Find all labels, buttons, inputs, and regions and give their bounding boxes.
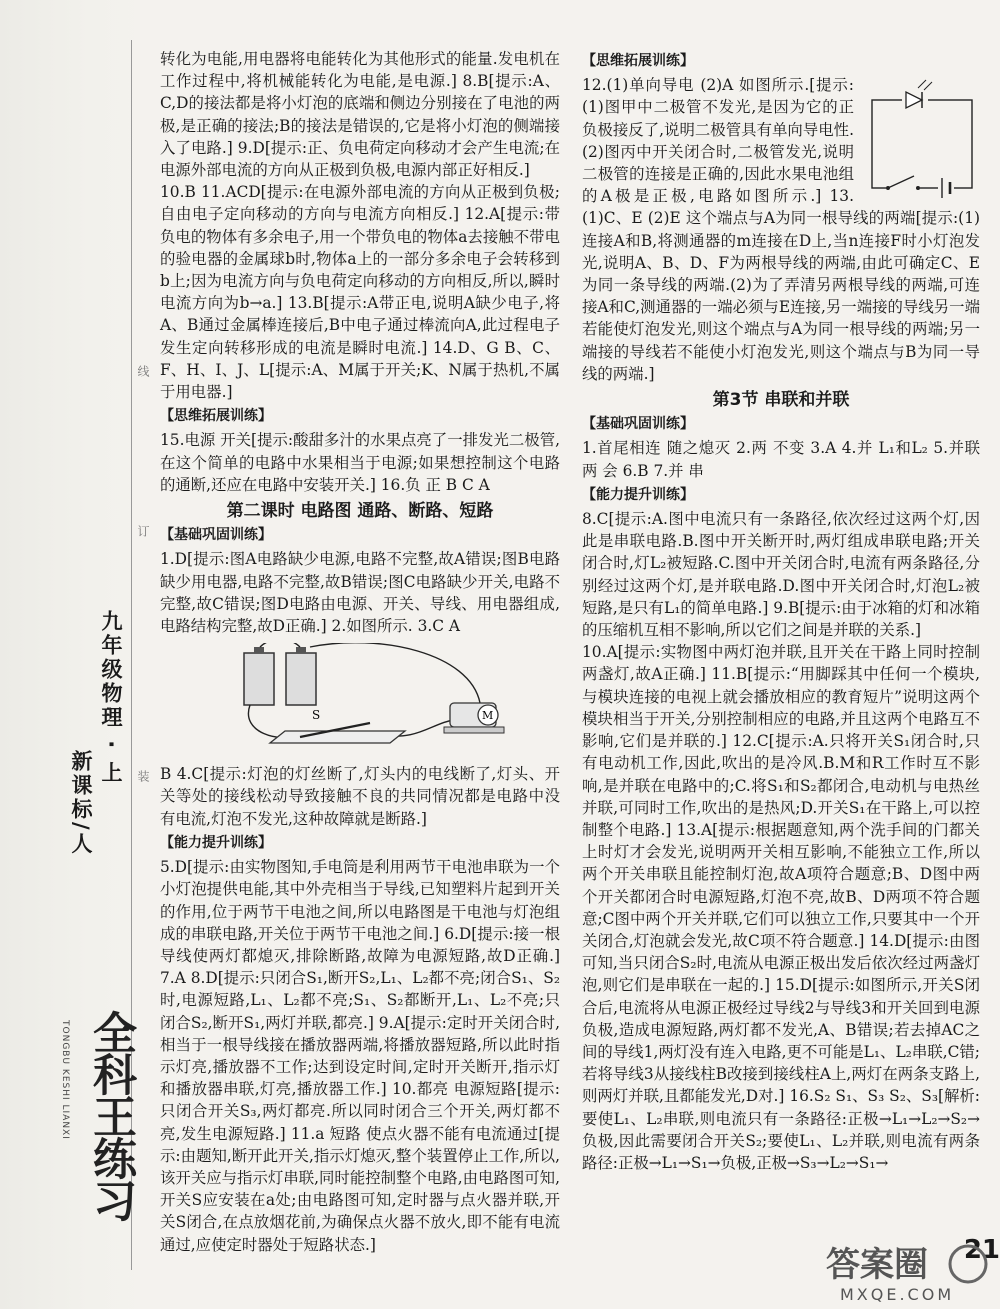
brand-name: 全科王练习 — [85, 1010, 136, 1220]
battery-1 — [244, 653, 274, 705]
switch-base — [270, 731, 405, 743]
right-para-3: 8.C[提示:A.图中电流只有一条路径,依次经过这两个灯,因此是串联电路.B.图中开关断开时,两灯组成串联电路;开关闭合时,灯L₂被短路.C.图中开关闭合时,电流有两条路径,分别经过这两个灯,是并联电路.D.图中开关闭合时,灯泡L₂被短路,是只有L₁的简单电路.] 9.B[提示:由于冰箱的灯和冰箱的压缩机互相不影响,所以它们之间是并联的关系.] — [582, 510, 980, 640]
binding-mark-2: 订 — [136, 525, 150, 537]
tag-basic-training-right: 【基础巩固训练】 — [582, 416, 694, 433]
tag-thinking-extension-right: 【思维拓展训练】 — [582, 53, 694, 69]
diode-circuit-diagram — [862, 78, 980, 200]
lesson-title: 第二课时 电路图 通路、断路、短路 — [226, 501, 494, 522]
tag-basic-training: 【基础巩固训练】 — [160, 527, 272, 544]
left-para-6: 5.D[提示:由实物图知,手电筒是利用两节干电池串联为一个小灯泡提供电能,其中外壳相当于导线,已知塑料片起到开关的作用,位于两节干电池之间,所以电路图是干电池与灯泡组成的串联电路,开关位于两节干电池之间.] 6.D[提示:接一根导线使两灯都熄灭,排除断路,故障为电源短路,故D正确.] 7.A 8.D[提示:只闭合S₁,断开S₂,L₁、L₂都不亮;闭合S₁、S₂时,电源短路,L₁、L₂都不亮;S₁、S₂都断开,L₁、L₂不亮;只闭合S₂,断开S₁,两灯并联,都亮.] 9.A[提示:定时开关闭合时,相当于一根导线接在播放器两端,将播放器短路,所以此时指示灯亮,播放器不工作;达到设定时间,定时开关断开,指示灯和播放器串联,灯亮,播放器工作.] 10.都亮 电源短路[提示:只闭合开关S₃,两灯都亮.所以同时闭合三个开关,两灯都不亮,发生电源短路.] 11.a 短路 使点火器不能有电流通过[提示:由题知,断开此开关,指示灯熄灭,整个装置停止工作,所以,该开关应与指示灯串联,同时能控制整个电路,由电路图可知,开关S应安装在a处;由电路图可知,定时器与点火器并联,开关S闭合,在点放烟花前,为确保点火器不放火,即不能有电流通过,应使定时器处于短路状态.] — [160, 858, 560, 1254]
page-number: 21 — [963, 1235, 1000, 1265]
right-para-2: 1.首尾相连 随之熄灭 2.两 不变 3.A 4.并 L₁和L₂ 5.并联 两 会 6.B 7.并 串 — [582, 439, 980, 480]
spine-title — [69, 610, 126, 857]
brand-pinyin: TONGBU KESHI LIANXI — [60, 1020, 70, 1140]
left-para-3: 15.电源 开关[提示:酸甜多汁的水果点亮了一排发光二极管,在这个简单的电路中水果相当于电源;如果想控制这个电路的通断,还应在电路中安装开关.] 16.负 正 B C A — [160, 431, 560, 494]
diode-circuit-figure — [862, 78, 980, 200]
battery-terminal-2 — [296, 647, 306, 653]
binding-mark-1: 装 — [136, 770, 150, 782]
book-spine — [0, 0, 150, 1309]
watermark — [820, 1240, 995, 1305]
left-para-1: 转化为电能,用电器将电能转化为其他形式的能量.发电机在工作过程中,将机械能转化为电能,是电源.] 8.B[提示:A、C,D的接法都是将小灯泡的底端和侧边分别接在了电池的两极,是正确的接法;B的接法是错误的,它是将小灯泡的侧端接入了电路.] 9.D[提示:正、负电荷定向移动才会产生电流;在电源外部电流的方向从正极到负极,电源内部正好相反.] — [160, 50, 560, 180]
motor-label: M — [482, 709, 494, 723]
watermark-url: MXQE.COM — [840, 1285, 955, 1304]
section-title: 第3节 串联和并联 — [712, 390, 850, 411]
tag-ability-training: 【能力提升训练】 — [160, 834, 272, 851]
battery-2 — [286, 653, 316, 705]
switch-label: S — [312, 708, 321, 723]
right-para-1: 12.(1)单向导电 (2)A 如图所示.[提示:(1)图甲中二极管不发光,是因为它的正负极接反了,说明二极管具有单向导电性.(2)图丙中开关闭合时,二极管发光,说明二极管的连接是正确的,因此水果电池组的A极是正极,电路如图所示.] 13.(1)C、E (2)E 这个端点与A为同一根导线的两端[提示:(1)连接A和B,将测通器的m连接在D上,当n连接F时小灯泡发光,说明A、B、D、F为两根导线的两端,由此可确定C、E为同一条导线的两端.(2)为了弄清另两根导线的两端,可连接A和C,测通器的一端必须与E连接,另一端接的导线另一端若能使灯泡发光,则这个端点与A为同一根导线的两端;另一端接的导线若不能使小灯泡发光,则这个端点与B为同一导线的两端.] — [582, 76, 980, 383]
battery-terminal-1 — [254, 647, 264, 653]
watermark-logo — [820, 1240, 995, 1305]
binding-mark-3: 线 — [136, 365, 150, 377]
tag-thinking-extension: 【思维拓展训练】 — [160, 408, 272, 425]
left-para-2: 10.B 11.ACD[提示:在电源外部电流的方向从正极到负极;自由电子定向移动的方向与电流方向相反.] 12.A[提示:带负电的物体有多余电子,用一个带负电的物体a去接触不带电的验电器的金属球b时,物体a上的一部分多余电子会转移到b上;因为电流方向与负电荷定向移动的方向相反,所以,瞬时电流方向为b→a.] 13.B[提示:A带正电,说明A缺少电子,将A、B通过金属棒连接后,B中电子通过棒流向A,此过程电子发生定向转移形成的电流是瞬时电流.] 14.D、G B、C、F、H、I、J、L[提示:A、M属于开关;K、N属于热机,不属于用电器.] — [160, 183, 560, 402]
tag-ability-training-right: 【能力提升训练】 — [582, 486, 694, 503]
left-para-5: B 4.C[提示:灯泡的灯丝断了,灯头内的电线断了,灯头、开关等处的接线松动导致接触不良的共同情况都是电路中没有电流,灯泡不发光,这种故障就是断路.] — [160, 765, 560, 828]
brand-logo — [50, 1000, 140, 1250]
grade-subject: 九年级物理 · 上 — [99, 610, 123, 786]
circuit-diagram — [230, 643, 530, 759]
right-para-4: 10.A[提示:实物图中两灯泡并联,且开关在干路上同时控制两盏灯,故A正确.] 11.B[提示:“用脚踩其中任何一个模块,与模块连接的电视上就会播放相应的教育短片”说明这两个模块相当于开关,分别控制相应的电路,并且这两个电路互不影响,它们是并联的.] 12.C[提示:A.只将开关S₁闭合时,只有电动机工作,因此,吹出的是冷风.B.M和R工作时互不影响,是并联在电路中的;C.将S₁和S₂都闭合,电动机与电热丝并联,可同时工作,吹出的是热风;D.开关S₁在干路上,可以控制整个电路.] 13.A[提示:根据题意知,两个洗手间的门都关上时灯才会发光,说明两开关相互影响,不能独立工作,所以两个开关串联且能控制灯泡,故A项符合题意;B、D图中两个开关都闭合时电源短路,灯泡不亮,故B、D两项不符合题意;C图中两个开关并联,它们可以独立工作,只要其中一个开关闭合,灯泡就会发光,故C项不符合题意.] 14.D[提示:由图可知,当只闭合S₂时,电流从电源正极出发后依次经过两盏灯泡,则它们是串联在一起的.] 15.D[提示:如图所示,开关S闭合后,电流将从电源正极经过导线2与导线3和开关回到电源负极,造成电源短路,两灯都不发光,A、B错误;若去掉AC之间的导线1,两灯没有连入电路,更不可能是L₁、L₂串联,C错;若将导线3从接线柱B改接到接线柱A上,两灯在两条支路上,则两灯并联,且都能发光,D对.] 16.S₂ S₁、S₃ S₂、S₃[解析:要使L₁、L₂串联,则电流只有一条路径:正极→L₁→L₂→S₂→负极,因此需要闭合开关S₂;要使L₁、L₂并联,则电流有两条路径:正极→L₁→S₁→负极,正极→S₃→L₂→S₁→ — [582, 643, 980, 1172]
edition-label: 新课标/人 — [69, 750, 93, 857]
right-column — [582, 48, 980, 1174]
watermark-text: 答案圈 — [826, 1245, 928, 1285]
wire-top — [310, 643, 480, 703]
left-column — [160, 48, 560, 1256]
physical-circuit-figure — [230, 643, 530, 759]
left-para-4: 1.D[提示:图A电路缺少电源,电路不完整,故A错误;图B电路缺少用电器,电路不完整,故B错误;图C电路缺少开关,电路不完整,故C错误;图D电路由电源、开关、导线、用电器组成,电路结构完整,故D正确.] 2.如图所示. 3.C A — [160, 550, 560, 636]
